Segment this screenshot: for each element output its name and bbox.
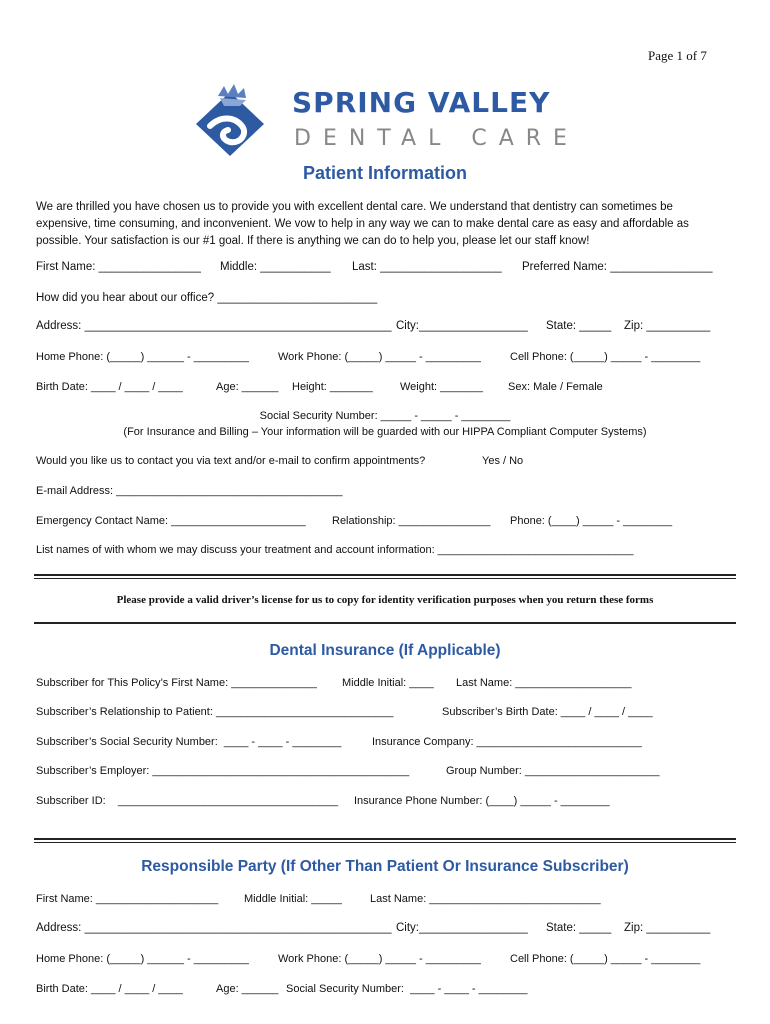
- license-notice: Please provide a valid driver’s license for us to copy for identity verification purposes when you return these forms: [116, 594, 654, 606]
- cell-phone-field[interactable]: Cell Phone: (_____) _____ - ________: [510, 351, 701, 363]
- birth-date-field[interactable]: Birth Date: ____ / ____ / ____: [36, 381, 183, 393]
- spring-valley-logo-icon: [190, 82, 268, 156]
- intro-paragraph: We are thrilled you have chosen us to provide you with excellent dental care. We understand that dentistry can sometimes be expensive, time consuming, and inconvenient. We vow to help in any way we can to make dental care as easy and affordable as possible. Your satisfaction is our #1 goal. If there is anything we can do to help you, please let our staff know!: [36, 201, 689, 247]
- responsible-cell-phone-field[interactable]: Cell Phone: (_____) _____ - ________: [510, 953, 701, 965]
- ssn-field[interactable]: Social Security Number: _____ - _____ - ________: [259, 410, 511, 422]
- responsible-zip-field[interactable]: Zip: __________: [624, 922, 711, 934]
- emergency-contact-field[interactable]: Emergency Contact Name: ______________________: [36, 515, 306, 527]
- authorized-persons-field[interactable]: List names of with whom we may discuss your treatment and account information: ________________________________: [36, 544, 634, 556]
- work-phone-field[interactable]: Work Phone: (_____) _____ - _________: [278, 351, 481, 363]
- logo: [190, 82, 590, 158]
- sex-field[interactable]: Sex: Male / Female: [508, 381, 603, 393]
- insurance-phone-field[interactable]: Insurance Phone Number: (____) _____ - ________: [354, 795, 610, 807]
- divider: [34, 842, 736, 843]
- middle-name-field[interactable]: Middle: ___________: [220, 261, 331, 273]
- responsible-birth-date-field[interactable]: Birth Date: ____ / ____ / ____: [36, 983, 183, 995]
- referral-source-field[interactable]: How did you hear about our office? _________________________: [36, 292, 378, 304]
- logo-title: SPRING VALLEY: [292, 86, 551, 119]
- age-field[interactable]: Age: ______: [216, 381, 279, 393]
- logo-subtitle: DENTAL CARE: [294, 126, 579, 151]
- address-field[interactable]: Address: ________________________________________________: [36, 320, 392, 332]
- divider: [34, 574, 736, 576]
- responsible-address-field[interactable]: Address: ________________________________________________: [36, 922, 392, 934]
- responsible-ssn-field[interactable]: Social Security Number: ____ - ____ - ________: [286, 983, 528, 995]
- email-field[interactable]: E-mail Address: _____________________________________: [36, 485, 343, 497]
- divider: [34, 838, 736, 840]
- subscriber-id-field[interactable]: Subscriber ID: ____________________________________: [36, 795, 339, 807]
- page-number: Page 1 of 7: [648, 48, 707, 63]
- responsible-last-name-field[interactable]: Last Name: ____________________________: [370, 893, 601, 905]
- group-number-field[interactable]: Group Number: ______________________: [446, 765, 660, 777]
- insurance-company-field[interactable]: Insurance Company: ___________________________: [372, 736, 642, 748]
- subscriber-middle-initial-field[interactable]: Middle Initial: ____: [342, 677, 434, 689]
- home-phone-field[interactable]: Home Phone: (_____) ______ - _________: [36, 351, 249, 363]
- zip-field[interactable]: Zip: __________: [624, 320, 711, 332]
- relationship-field[interactable]: Relationship: _______________: [332, 515, 491, 527]
- last-name-field[interactable]: Last: ___________________: [352, 261, 502, 273]
- responsible-first-name-field[interactable]: First Name: ____________________: [36, 893, 219, 905]
- responsible-age-field[interactable]: Age: ______: [216, 983, 279, 995]
- responsible-home-phone-field[interactable]: Home Phone: (_____) ______ - _________: [36, 953, 249, 965]
- subscriber-ssn-field[interactable]: Subscriber’s Social Security Number: ____ - ____ - ________: [36, 736, 342, 748]
- ssn-note: (For Insurance and Billing – Your information will be guarded with our HIPPA Compliant Computer Systems): [123, 426, 647, 438]
- contact-yes-no[interactable]: Yes / No: [482, 455, 524, 467]
- height-field[interactable]: Height: _______: [292, 381, 373, 393]
- city-field[interactable]: City:_________________: [396, 320, 528, 332]
- responsible-city-field[interactable]: City:_________________: [396, 922, 528, 934]
- divider: [34, 622, 736, 624]
- subscriber-first-name-field[interactable]: Subscriber for This Policy’s First Name: ______________: [36, 677, 317, 689]
- weight-field[interactable]: Weight: _______: [400, 381, 483, 393]
- state-field[interactable]: State: _____: [546, 320, 612, 332]
- subscriber-birth-date-field[interactable]: Subscriber’s Birth Date: ____ / ____ / ____: [442, 706, 653, 718]
- first-name-field[interactable]: First Name: ________________: [36, 261, 201, 273]
- responsible-middle-initial-field[interactable]: Middle Initial: _____: [244, 893, 342, 905]
- responsible-party-section-title: Responsible Party (If Other Than Patient Or Insurance Subscriber): [141, 858, 629, 875]
- subscriber-last-name-field[interactable]: Last Name: ___________________: [456, 677, 632, 689]
- divider: [34, 578, 736, 579]
- preferred-name-field[interactable]: Preferred Name: ________________: [522, 261, 713, 273]
- emergency-phone-field[interactable]: Phone: (____) _____ - ________: [510, 515, 673, 527]
- responsible-work-phone-field[interactable]: Work Phone: (_____) _____ - _________: [278, 953, 481, 965]
- page-title: Patient Information: [302, 163, 467, 183]
- contact-question: Would you like us to contact you via text and/or e-mail to confirm appointments?: [36, 455, 426, 467]
- insurance-section-title: Dental Insurance (If Applicable): [269, 642, 501, 659]
- subscriber-relationship-field[interactable]: Subscriber’s Relationship to Patient: _____________________________: [36, 706, 394, 718]
- subscriber-employer-field[interactable]: Subscriber’s Employer: __________________________________________: [36, 765, 410, 777]
- responsible-state-field[interactable]: State: _____: [546, 922, 612, 934]
